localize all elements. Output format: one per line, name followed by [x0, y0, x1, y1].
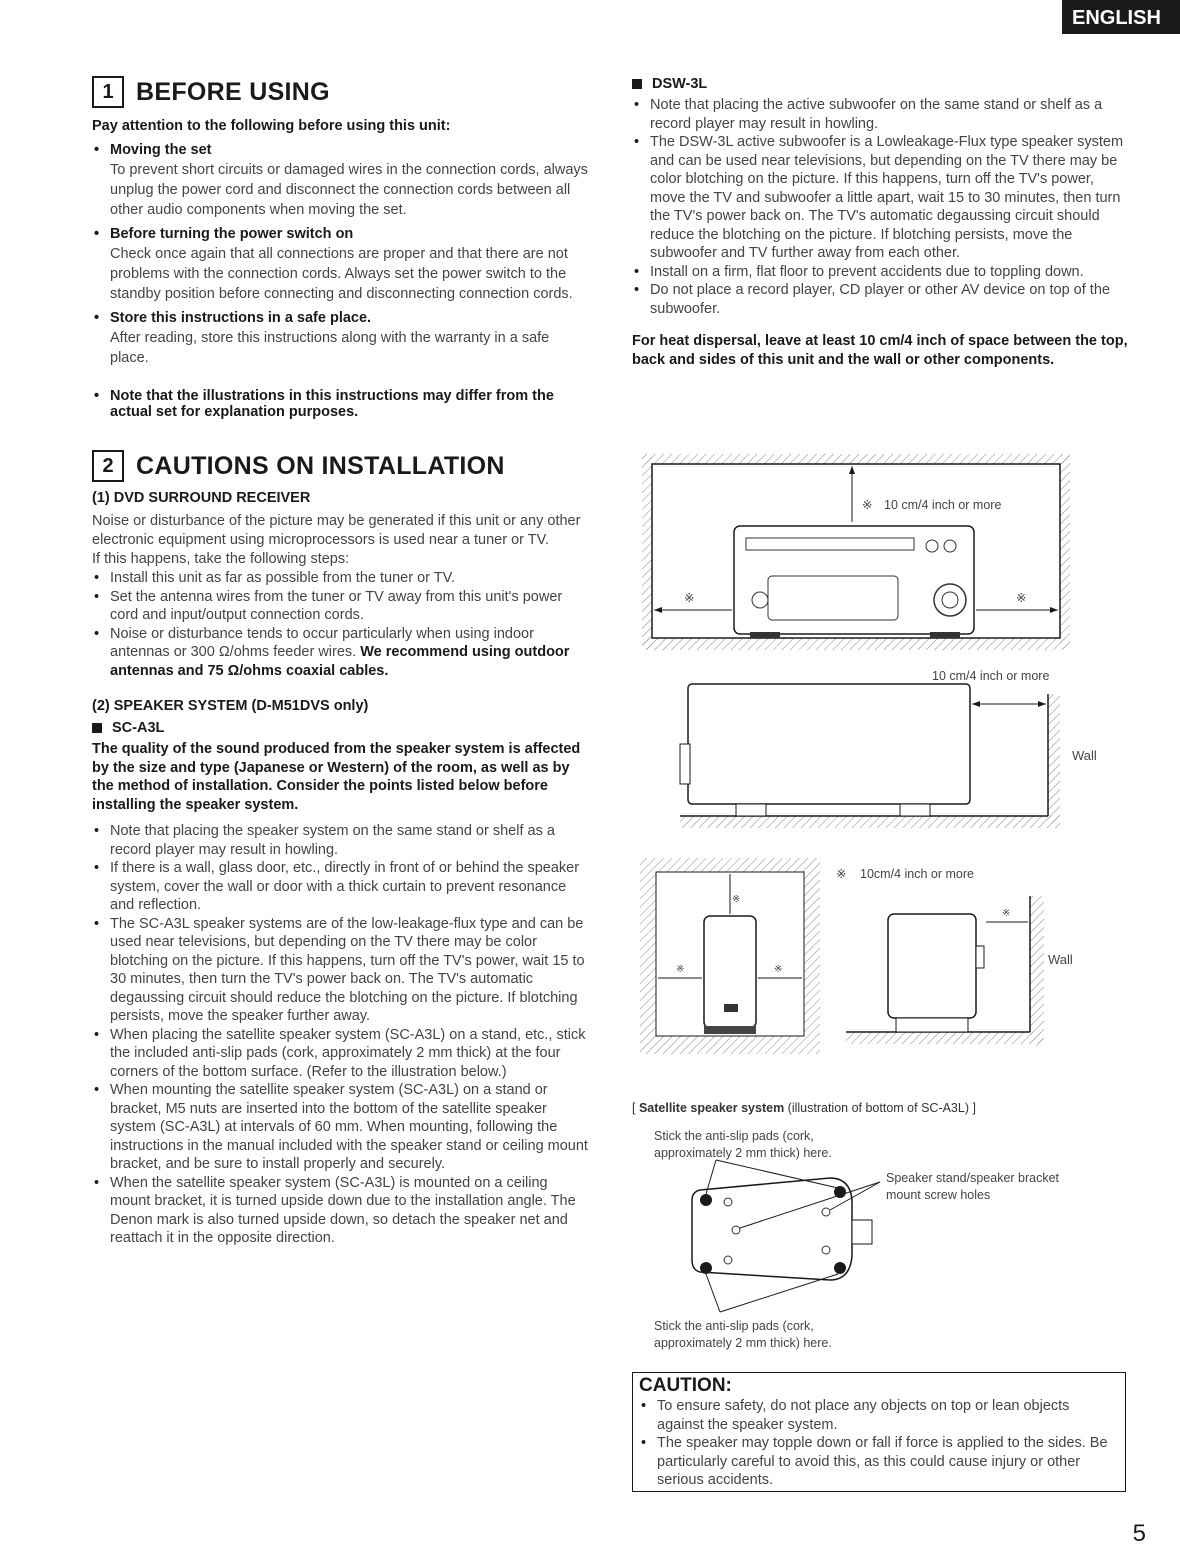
item-heading: • Store this instructions in a safe place.	[92, 310, 588, 326]
hatch-left	[642, 454, 652, 650]
asterisk-mark: ※	[1002, 908, 1011, 919]
item-body: To prevent short circuits or damaged wires in the connection cords, always unplug the power cord and disconnect the connection cords between all other audio components when moving the set.	[110, 162, 588, 218]
speaker-bottom-figure	[680, 1160, 890, 1320]
asterisk-mark: ※	[732, 894, 741, 905]
right-column	[632, 76, 1128, 377]
list-item: • The SC-A3L speaker systems are of the low-leakage-flux type and can be used near televisions, but depending on the TV there may be color blotching on the picture. If this happens, turn off the TV's power, wait 15 to 30 minutes, then turn the TV's power back on. The TV's automatic degaussing circuit should reduce the blotching on the picture. If blotching persists, move the speaker further away.	[92, 915, 588, 1026]
list-item: • To ensure safety, do not place any objects on top or lean objects against the speaker system.	[639, 1397, 1117, 1434]
pads-label-top: Stick the anti-slip pads (cork, approximately 2 mm thick) here.	[654, 1129, 832, 1160]
list-item	[92, 625, 588, 681]
speaker-terminal	[852, 1220, 872, 1244]
caption-bold: Satellite speaker system	[638, 1101, 785, 1115]
pads-label-bottom: Stick the anti-slip pads (cork, approximately 2 mm thick) here.	[654, 1319, 832, 1350]
anti-slip-pad-icon	[834, 1262, 846, 1274]
asterisk-mark: ※	[1016, 591, 1027, 605]
list-item: • Set the antenna wires from the tuner or TV away from this unit's power cord and input/output connection cords.	[92, 588, 588, 625]
list-item: • Do not place a record player, CD player or other AV device on top of the subwoofer.	[632, 281, 1128, 318]
page-number: 5	[1132, 1520, 1146, 1547]
front-panel	[680, 744, 690, 784]
section-lead: Pay attention to the following before using this unit:	[92, 118, 451, 134]
hatch-wall	[1030, 896, 1044, 1046]
list-item: • When placing the satellite speaker system (SC-A3L) on a stand, etc., stick the included anti-slip pads (cork, approximately 2 mm thick) at the four corners of the bottom surface. (Refer to the illustration below.)	[92, 1026, 588, 1082]
section-number: 2	[92, 450, 124, 482]
hatch-floor	[846, 1032, 1044, 1044]
asterisk-mark: ※	[676, 964, 685, 975]
leader-line	[706, 1274, 720, 1312]
button-icon	[926, 540, 938, 552]
disc-slot	[746, 538, 914, 550]
caption-rest: (illustration of bottom of SC-A3L) ]	[787, 1101, 976, 1115]
subsection-title: (2) SPEAKER SYSTEM (D-M51DVS only)	[92, 698, 369, 714]
heat-dispersal-note: For heat dispersal, leave at least 10 cm/4 inch of space between the top, back and sides of this unit and the wall or other components.	[632, 333, 1128, 368]
list-item: • The DSW-3L active subwoofer is a Lowleakage-Flux type speaker system and can be used near televisions, but depending on the TV there may be color blotching on the picture. If this happens, turn off the TV's power, move the TV and subwoofer a little apart, wait 15 to 30 minutes, then turn the TV's power back on. The TV's automatic degaussing circuit should reduce the blotching on the picture. If blotching persists, move the subwoofer and TV further away from each other.	[632, 133, 1128, 263]
screw-hole-icon	[732, 1226, 740, 1234]
speaker-base	[704, 1026, 756, 1034]
receiver-side-figure	[676, 664, 1097, 836]
foot	[736, 804, 766, 816]
front-clearance-label: 10 cm/4 inch or more	[884, 498, 1002, 512]
speaker-bottom-plate	[692, 1178, 852, 1280]
subwoofer-base	[896, 1018, 968, 1032]
list-item: • When mounting the satellite speaker system (SC-A3L) on a stand or bracket, M5 nuts are inserted into the bottom of the satellite speaker system (SC-A3L) at intervals of 60 mm. When mounting, following the instructions in the manual included with the speaker stand or ceiling mount bracket, and be sure to install properly and securely.	[92, 1081, 588, 1174]
screw-hole-icon	[724, 1256, 732, 1264]
screw-hole-icon	[724, 1198, 732, 1206]
speaker-placement-figure	[640, 856, 1100, 1056]
square-bullet-icon	[92, 723, 102, 733]
hatch-top	[642, 454, 1070, 464]
anti-slip-pad-icon	[700, 1194, 712, 1206]
bullet-list	[92, 822, 588, 1248]
hatch-bottom	[642, 638, 1070, 650]
back-clearance-label: 10 cm/4 inch or more	[932, 669, 1050, 683]
volume-knob-inner-icon	[942, 592, 958, 608]
caption-open: [	[632, 1101, 639, 1115]
receiver-front-figure	[640, 452, 1076, 662]
speaker-clearance-label: 10cm/4 inch or more	[860, 867, 974, 881]
wall-label: Wall	[1072, 748, 1097, 763]
hatch-wall	[1048, 694, 1060, 824]
bold-paragraph: The quality of the sound produced from the speaker system is affected by the size and type (Japanese or Western) of the room, as well as by the method of installation. Consider the points listed below before installing the speaker system.	[92, 741, 581, 813]
asterisk-mark: ※	[836, 867, 847, 881]
wall-label: Wall	[1048, 952, 1073, 967]
paragraph: If this happens, take the following steps:	[92, 551, 350, 567]
illustration-note: • Note that the illustrations in this instructions may differ from the actual set for explanation purposes.	[92, 388, 588, 420]
bottom-view-caption	[632, 1100, 976, 1117]
screw-holes-label: Speaker stand/speaker bracket mount screw holes	[886, 1171, 1060, 1202]
section-title: BEFORE USING	[136, 77, 330, 106]
list-item: • If there is a wall, glass door, etc., directly in front of or behind the speaker system, cover the wall or door with a thick curtain to prevent resonance and reflection.	[92, 859, 588, 915]
power-button-icon	[752, 592, 768, 608]
caution-box	[632, 1372, 1126, 1492]
model-heading	[632, 76, 1128, 92]
item-body: Check once again that all connections are proper and that there are not problems with the connection cords. Always set the power switch to the standby position before connecting and disconnecting connection cords.	[110, 246, 573, 302]
item-heading: • Moving the set	[92, 142, 588, 158]
section-1-header	[92, 76, 588, 108]
foot	[930, 632, 960, 638]
display-window	[768, 576, 898, 620]
asterisk-mark: ※	[774, 964, 783, 975]
anti-slip-pad-icon	[700, 1262, 712, 1274]
list-item: • Install on a firm, flat floor to prevent accidents due to toppling down.	[632, 263, 1128, 282]
list-item: • Note that placing the speaker system on the same stand or shelf as a record player may result in howling.	[92, 822, 588, 859]
list-item: • The speaker may topple down or fall if force is applied to the sides. Be particularly careful to avoid this, as this could cause injury or other serious accidents.	[639, 1434, 1117, 1490]
section-2-header	[92, 450, 588, 482]
screw-hole-icon	[822, 1208, 830, 1216]
item-heading: • Before turning the power switch on	[92, 226, 588, 242]
list-item: • Note that placing the active subwoofer on the same stand or shelf as a record player may result in howling.	[632, 96, 1128, 133]
screw-hole-icon	[822, 1246, 830, 1254]
caution-title: CAUTION:	[639, 1375, 732, 1396]
bullet-list	[632, 96, 1128, 318]
model-name: SC-A3L	[112, 720, 165, 736]
model-name: DSW-3L	[652, 76, 708, 92]
foot	[900, 804, 930, 816]
button-icon	[944, 540, 956, 552]
asterisk-mark: ※	[862, 498, 873, 512]
receiver-side-body	[688, 684, 970, 804]
section-number: 1	[92, 76, 124, 108]
list-item-text: Noise or disturbance tends to occur particularly when using indoor antennas or 300 Ω/ohms feeder wires.	[110, 625, 534, 660]
subsection-title: (1) DVD SURROUND RECEIVER	[92, 490, 311, 506]
square-bullet-icon	[632, 79, 642, 89]
arrow-head-icon	[1038, 701, 1046, 707]
foot	[750, 632, 780, 638]
asterisk-mark: ※	[684, 591, 695, 605]
subwoofer-port	[976, 946, 984, 968]
bullet-list	[92, 569, 588, 680]
left-column	[92, 76, 588, 1248]
section-title: CAUTIONS ON INSTALLATION	[136, 451, 505, 480]
denon-badge	[724, 1004, 738, 1012]
leader-line	[720, 1274, 838, 1312]
list-item: • Install this unit as far as possible from the tuner or TV.	[92, 569, 588, 588]
caution-list	[639, 1397, 1117, 1490]
subwoofer	[888, 914, 976, 1018]
arrow-head-icon	[972, 701, 980, 707]
hatch-right	[1060, 454, 1070, 650]
paragraph: Noise or disturbance of the picture may be generated if this unit or any other electronic equipment using microprocessors is used near a tuner or TV.	[92, 513, 581, 548]
language-tab: ENGLISH	[1062, 0, 1180, 34]
hatch-floor	[680, 816, 1060, 828]
model-heading	[92, 720, 588, 736]
list-item: • When the satellite speaker system (SC-A3L) is mounted on a ceiling mount bracket, it is turned upside down due to the installation angle. The Denon mark is also turned upside down, so detach the speaker net and reattach it in the opposite direction.	[92, 1174, 588, 1248]
recommendation-text: We recommend using outdoor antennas and 75 Ω/ohms coaxial cables.	[110, 644, 570, 679]
item-body: After reading, store this instructions along with the warranty in a safe place.	[110, 330, 550, 366]
